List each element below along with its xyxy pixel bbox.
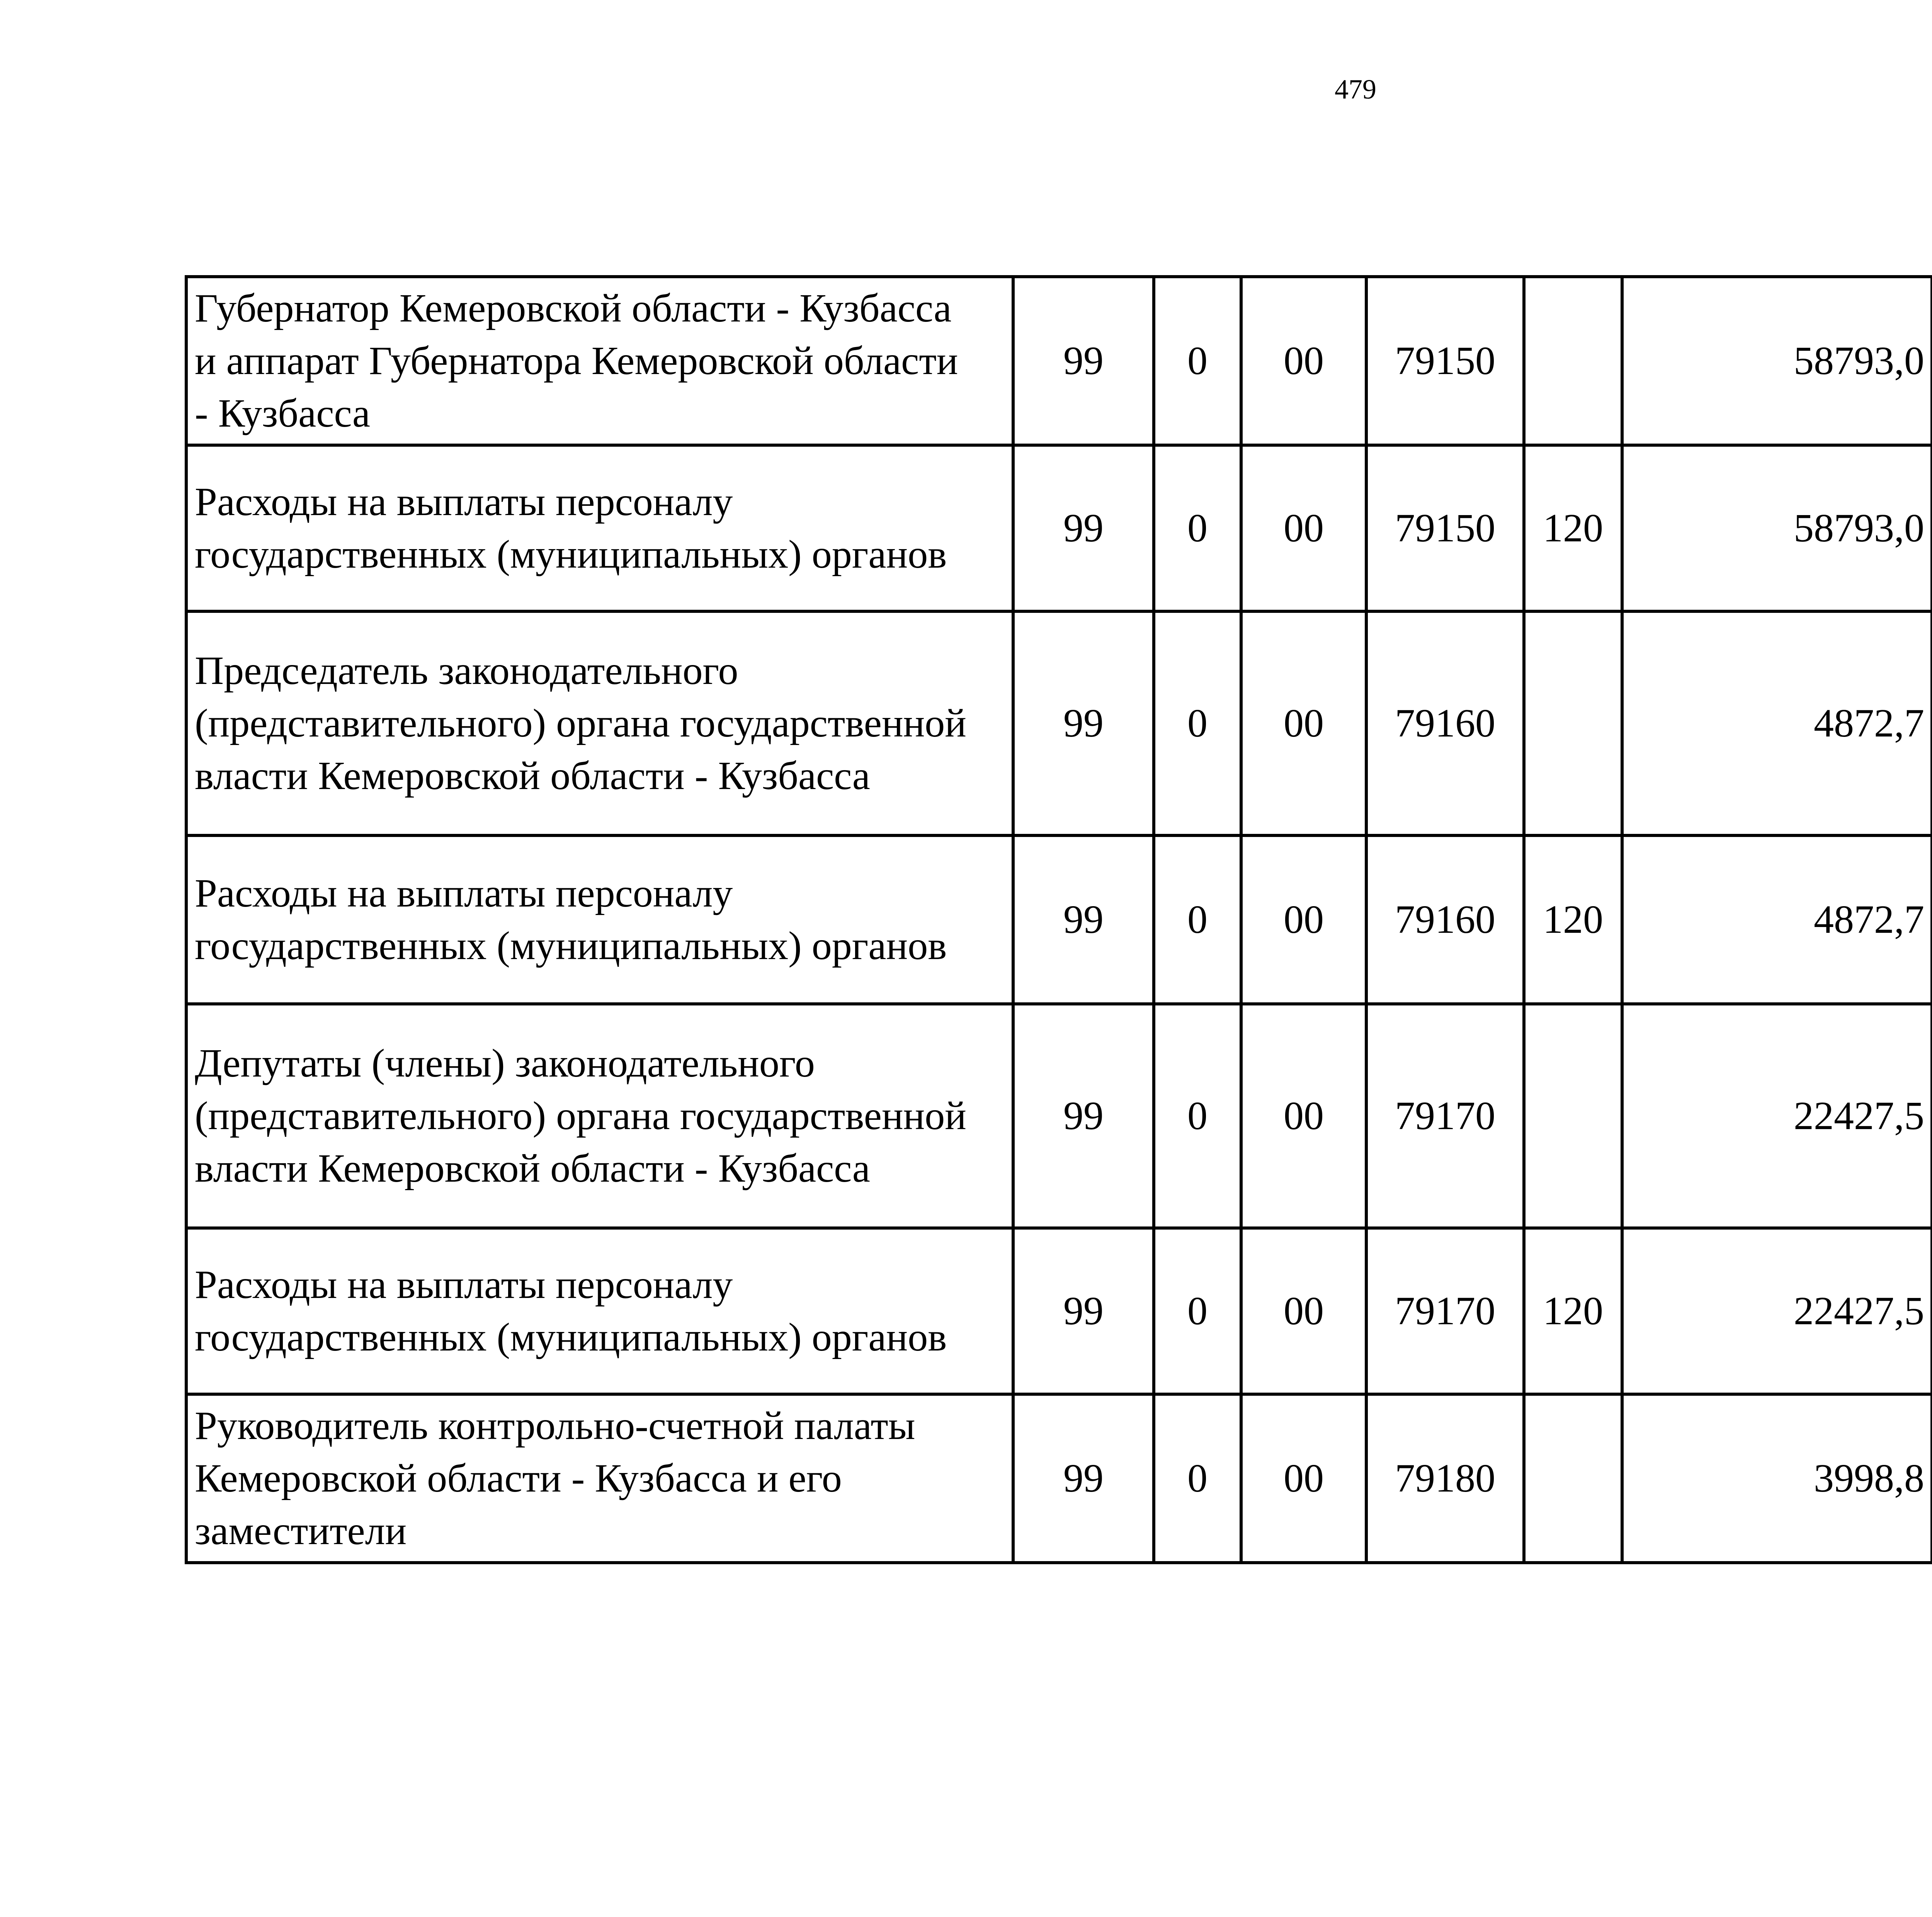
code-direction: 79170 bbox=[1366, 1228, 1524, 1394]
code-ministry: 99 bbox=[1013, 611, 1154, 835]
description-line: Кемеровской области - Кузбасса и его bbox=[195, 1456, 842, 1500]
amount-year-1: 4872,7 bbox=[1622, 611, 1932, 835]
description-line: государственных (муниципальных) органов bbox=[195, 532, 947, 577]
description-line: власти Кемеровской области - Кузбасса bbox=[195, 754, 870, 798]
amount-year-1: 4872,7 bbox=[1622, 835, 1932, 1004]
table-row bbox=[186, 445, 1932, 611]
code-event: 00 bbox=[1241, 1004, 1366, 1228]
code-subprogram: 0 bbox=[1154, 277, 1241, 445]
description-line: Расходы на выплаты персоналу bbox=[195, 480, 733, 524]
description-line: Председатель законодательного bbox=[195, 648, 738, 693]
code-subprogram: 0 bbox=[1154, 835, 1241, 1004]
amount-year-1: 58793,0 bbox=[1622, 277, 1932, 445]
code-subprogram: 0 bbox=[1154, 611, 1241, 835]
code-subprogram: 0 bbox=[1154, 445, 1241, 611]
table-row bbox=[186, 1394, 1932, 1563]
code-subprogram: 0 bbox=[1154, 1394, 1241, 1563]
description-line: Губернатор Кемеровской области - Кузбасса bbox=[195, 286, 952, 330]
description-line: - Кузбасса bbox=[195, 391, 371, 435]
code-ministry: 99 bbox=[1013, 1228, 1154, 1394]
code-ministry: 99 bbox=[1013, 445, 1154, 611]
page-number: 479 bbox=[1335, 74, 1376, 105]
amount-year-1: 58793,0 bbox=[1622, 445, 1932, 611]
description-line: Расходы на выплаты персоналу bbox=[195, 871, 733, 915]
description-line: государственных (муниципальных) органов bbox=[195, 924, 947, 968]
table-row bbox=[186, 277, 1932, 445]
code-ministry: 99 bbox=[1013, 1004, 1154, 1228]
code-event: 00 bbox=[1241, 1228, 1366, 1394]
code-expense-type: 120 bbox=[1524, 1228, 1622, 1394]
code-ministry: 99 bbox=[1013, 835, 1154, 1004]
amount-year-1: 22427,5 bbox=[1622, 1228, 1932, 1394]
code-subprogram: 0 bbox=[1154, 1004, 1241, 1228]
description-line: заместители bbox=[195, 1509, 407, 1553]
table-row bbox=[186, 1004, 1932, 1228]
row-description bbox=[186, 611, 1013, 835]
description-line: Руководитель контрольно-счетной палаты bbox=[195, 1403, 915, 1448]
code-expense-type bbox=[1524, 277, 1622, 445]
description-line: и аппарат Губернатора Кемеровской области bbox=[195, 338, 958, 383]
code-event: 00 bbox=[1241, 611, 1366, 835]
description-line: власти Кемеровской области - Кузбасса bbox=[195, 1146, 870, 1191]
code-subprogram: 0 bbox=[1154, 1228, 1241, 1394]
code-expense-type: 120 bbox=[1524, 445, 1622, 611]
budget-table bbox=[185, 275, 1932, 1564]
code-ministry: 99 bbox=[1013, 277, 1154, 445]
code-event: 00 bbox=[1241, 1394, 1366, 1563]
row-description bbox=[186, 277, 1013, 445]
row-description bbox=[186, 835, 1013, 1004]
code-direction: 79160 bbox=[1366, 835, 1524, 1004]
code-direction: 79150 bbox=[1366, 277, 1524, 445]
code-event: 00 bbox=[1241, 445, 1366, 611]
amount-year-1: 22427,5 bbox=[1622, 1004, 1932, 1228]
table-row bbox=[186, 611, 1932, 835]
description-line: (представительного) органа государственной bbox=[195, 1094, 966, 1138]
code-direction: 79180 bbox=[1366, 1394, 1524, 1563]
description-line: Депутаты (члены) законодательного bbox=[195, 1041, 815, 1085]
table-row bbox=[186, 835, 1932, 1004]
description-line: государственных (муниципальных) органов bbox=[195, 1315, 947, 1359]
row-description bbox=[186, 1004, 1013, 1228]
amount-year-1: 3998,8 bbox=[1622, 1394, 1932, 1563]
code-direction: 79150 bbox=[1366, 445, 1524, 611]
row-description bbox=[186, 445, 1013, 611]
table-row bbox=[186, 1228, 1932, 1394]
code-event: 00 bbox=[1241, 835, 1366, 1004]
code-ministry: 99 bbox=[1013, 1394, 1154, 1563]
row-description bbox=[186, 1394, 1013, 1563]
code-expense-type: 120 bbox=[1524, 835, 1622, 1004]
row-description bbox=[186, 1228, 1013, 1394]
code-expense-type bbox=[1524, 1004, 1622, 1228]
code-direction: 79160 bbox=[1366, 611, 1524, 835]
code-expense-type bbox=[1524, 1394, 1622, 1563]
code-direction: 79170 bbox=[1366, 1004, 1524, 1228]
code-event: 00 bbox=[1241, 277, 1366, 445]
code-expense-type bbox=[1524, 611, 1622, 835]
description-line: (представительного) органа государственной bbox=[195, 701, 966, 745]
description-line: Расходы на выплаты персоналу bbox=[195, 1262, 733, 1307]
